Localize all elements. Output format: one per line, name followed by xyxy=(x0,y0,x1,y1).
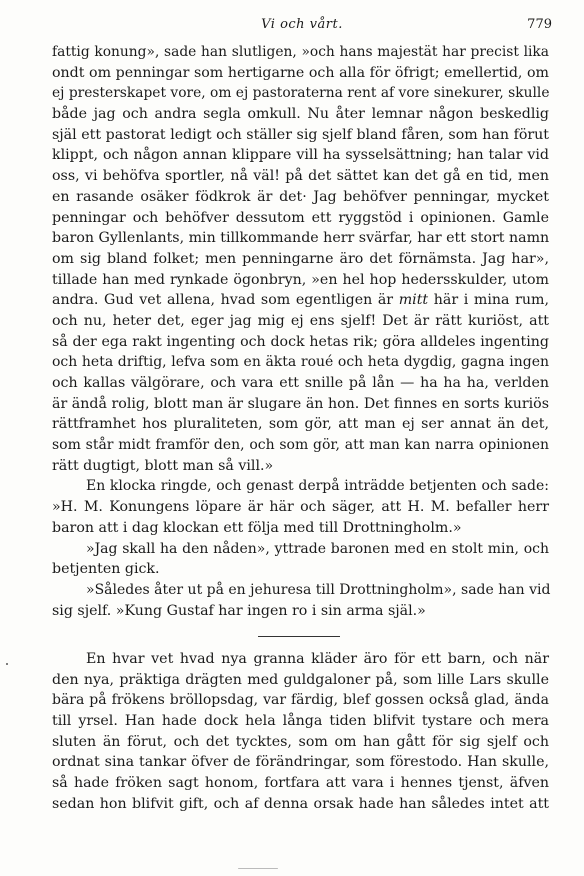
text-line: sluten än förut, och det tycktes, som om han gått för sig sjelf och xyxy=(52,733,549,750)
page-header xyxy=(52,17,552,37)
text-line: En hvar vet hvad nya granna kläder äro för ett barn, och när xyxy=(86,651,549,667)
section-divider xyxy=(258,636,340,637)
text-line: baron Gyllenlants, min tillkommande herr svärfar, har ett stort namn xyxy=(52,230,550,247)
text-line: oss, vi behöfva sportler, nå väl! på det sättet kan det gå en tid, men xyxy=(52,168,549,185)
text-line: »Således åter ut på en jehuresa till Drottningholm», sade han vid xyxy=(86,581,551,598)
text-line: till yrsel. Han hade dock hela långa tiden blifvit tystare och mera xyxy=(52,713,549,730)
scan-speck xyxy=(6,663,8,665)
text-line: rättframhet hos pluraliteten, som gör, att man ej ser annat än det, xyxy=(52,416,549,433)
text-line: om sig bland folket; men penningarne äro det förnämsta. Jag har», xyxy=(52,250,549,267)
text-line: så der ega rakt ingenting och dock hetas rik; göra alldeles ingenting xyxy=(52,333,549,350)
text-section-2 xyxy=(52,649,549,815)
running-title: Vi och vårt. xyxy=(261,17,343,32)
text-line: en rasande osäker födkrok är det· Jag behöfver penningar, mycket xyxy=(52,188,549,205)
text-line: En klocka ringde, och genast derpå inträdde betjenten och sade: xyxy=(86,478,549,495)
text-line: ej presterskapet vore, om ej pastoraterna rent af vore sinekurer, skulle xyxy=(52,85,550,102)
text-line: andra. Gud vet allena, hvad som egentligen är mitt här i mina rum, xyxy=(52,292,549,309)
text-line: penningar och behöfver dessutom ett ryggstöd i opinionen. Gamle xyxy=(52,209,549,226)
text-line: och kallas välgörare, och vara ett snille på lån — ha ha ha, verlden xyxy=(52,375,549,391)
text-line: och nu, heter det, eger jag mig ej ens sjelf! Det är rätt kuriöst, att xyxy=(52,312,549,329)
text-line: själ ett pastorat ledigt och ställer sig sjelf bland fåren, som han förut xyxy=(52,126,549,143)
text-line: fattig konung», sade han slutligen, »och hans majestät har precist lika xyxy=(52,44,549,60)
text-line: baron att i dag klockan ett följa med till Drottningholm.» xyxy=(52,519,462,536)
text-line: både jag och andra segla omkull. Nu åter lemnar någon beskedlig xyxy=(52,106,549,123)
text-line: »H. M. Konungens löpare är här och säger, att H. M. befaller herr xyxy=(52,499,549,516)
text-section-1 xyxy=(52,42,549,621)
text-line: sedan hon blifvit gift, och af denna orsak hade han således intet att xyxy=(52,795,549,812)
scan-edge-mark xyxy=(238,868,278,869)
text-line: betjenten gick. xyxy=(52,561,160,578)
text-line: ondt om penningar som hertigarne och alla för öfrigt; emellertid, om xyxy=(52,64,549,81)
text-line: den nya, präktiga drägten med guldgaloner på, som lille Lars skulle xyxy=(52,671,549,688)
text-line: sig sjelf. »Kung Gustaf har ingen ro i sin arma själ.» xyxy=(52,602,426,619)
text-line: så hade fröken sagt honom, fortfara att vara i hennes tjenst, äfven xyxy=(52,775,549,792)
text-line: tillade han med rynkade ögonbryn, »en hel hop hedersskulder, utom xyxy=(52,271,549,288)
text-line: ordnat sina tankar öfver de förändringar, som förestodo. Han skulle, xyxy=(52,754,549,771)
page-number: 779 xyxy=(527,17,552,32)
text-line: och heta driftig, lefva som en äkta roué och heta dygdig, gagna ingen xyxy=(52,354,549,371)
text-line: är ändå rolig, blott man är slugare än hon. Det finnes en sorts kuriös xyxy=(52,395,549,412)
text-line: »Jag skall ha den nåden», yttrade baronen med en stolt min, och xyxy=(86,540,549,557)
text-line: klippt, och någon annan klippare vill ha sysselsättning; han talar vid xyxy=(52,147,549,164)
text-line: bära på frökens bröllopsdag, var färdig, blef gossen också glad, ända xyxy=(52,692,549,709)
text-line: rätt dugtigt, blott man så vill.» xyxy=(52,457,274,474)
text-line: som står midt framför den, och som gör, att man kan narra opinionen xyxy=(52,437,549,454)
